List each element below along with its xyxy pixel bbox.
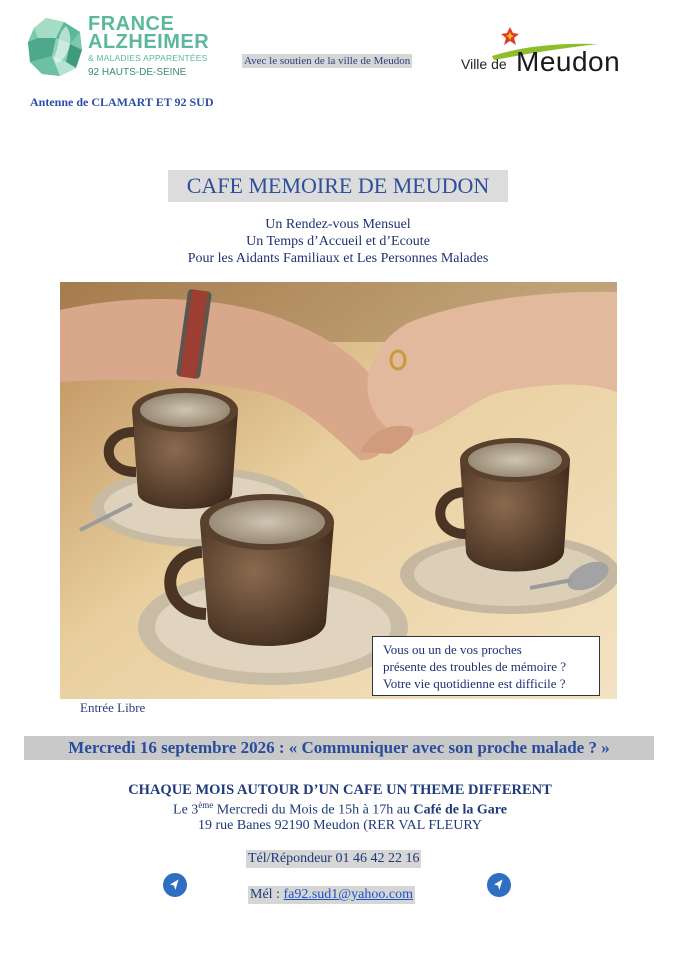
france-alzheimer-logo: [26, 14, 226, 84]
caption-line: présente des troubles de mémoire ?: [383, 659, 567, 674]
monthly-theme-line: CHAQUE MOIS AUTOUR D’UN CAFE UN THEME DIFFERENT: [128, 782, 552, 798]
schedule-line: [90, 800, 590, 819]
email-line: [248, 886, 415, 904]
logo-subtitle: & MALADIES APPARENTÉES: [88, 53, 208, 63]
email-label: Mél :: [250, 887, 284, 902]
phone-line: Tél/Répondeur 01 46 42 22 16: [248, 851, 420, 866]
schedule-text: Mercredi du Mois de 15h à 17h au: [213, 802, 414, 818]
entry-free-label: Entrée Libre: [80, 700, 146, 715]
caption-line: Votre vie quotidienne est difficile ?: [383, 676, 566, 691]
event-headline: Mercredi 16 septembre 2026 : « Communiquer avec son proche malade ? »: [24, 736, 654, 760]
page-title: CAFE MEMOIRE DE MEUDON: [168, 170, 508, 202]
venue-name: Café de la Gare: [413, 802, 507, 818]
caption-line: Vous ou un de vos proches: [383, 642, 522, 657]
photo-caption-box: [372, 636, 600, 696]
antenne-label: Antenne de CLAMART ET 92 SUD: [30, 95, 214, 109]
france-map-icon: [26, 16, 84, 78]
logo-ville-de: Ville de: [461, 56, 507, 72]
subtitle-line: Un Rendez-vous Mensuel: [265, 217, 411, 232]
logo-meudon: Meudon: [516, 46, 621, 77]
send-icon[interactable]: [487, 873, 511, 897]
ville-de-meudon-logo: [458, 26, 648, 84]
schedule-ordinal: ème: [198, 800, 214, 810]
logo-word-alzheimer: ALZHEIMER: [88, 31, 210, 53]
schedule-prefix: Le 3: [173, 802, 199, 818]
email-link[interactable]: fa92.sud1@yahoo.com: [283, 887, 413, 902]
subtitle-line: Pour les Aidants Familiaux et Les Personnes Malades: [187, 251, 489, 266]
logo-department: 92 HAUTS-DE-SEINE: [88, 67, 187, 78]
support-note: Avec le soutien de la ville de Meudon: [244, 55, 411, 67]
send-icon[interactable]: [163, 873, 187, 897]
subtitle-block: [150, 216, 526, 267]
logo-word-france: FRANCE: [88, 13, 175, 35]
subtitle-line: Un Temps d’Accueil et d’Ecoute: [246, 234, 430, 249]
address-line: 19 rue Banes 92190 Meudon (RER VAL FLEURY: [197, 818, 482, 833]
